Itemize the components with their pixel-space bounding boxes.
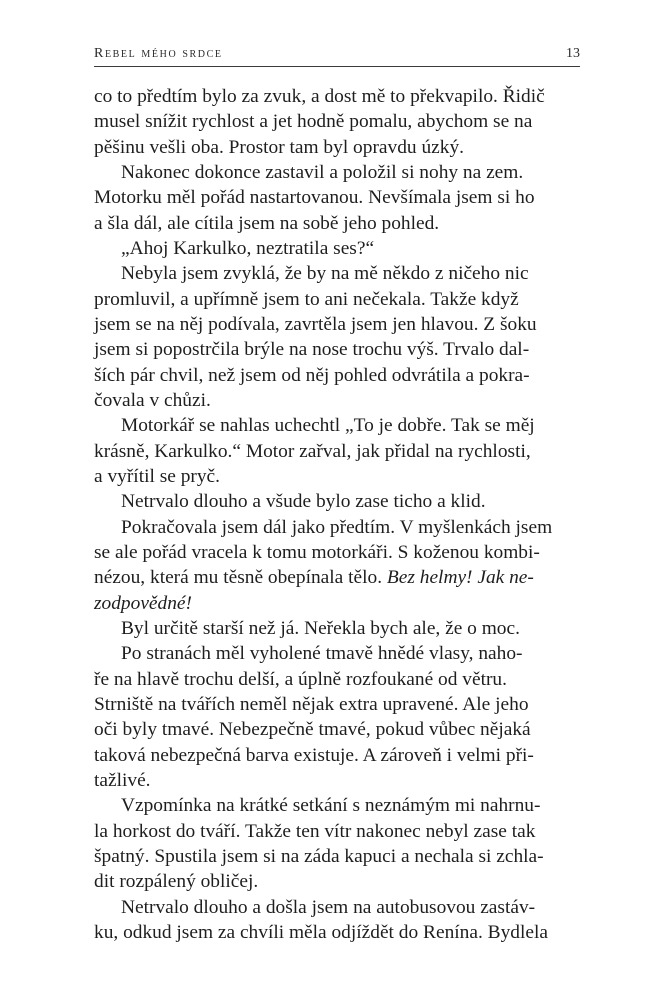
italic-text: Bez helmy! Jak ne- — [386, 567, 534, 589]
page-number: 13 — [566, 46, 580, 61]
text-line: co to předtím bylo za zvuk, a dost mě to překvapilo. Řidič — [94, 86, 545, 107]
text-line: Pokračovala jsem dál jako předtím. V myšlenkách jsem — [121, 516, 553, 538]
text-line: špatný. Spustila jsem si na záda kapuci a nechala si zchla- — [94, 845, 544, 867]
text-line: Byl určitě starší než já. Neřekla bych ale, že o moc. — [121, 617, 520, 639]
text-line: se ale pořád vracela k tomu motorkáři. S koženou kombi- — [94, 541, 540, 563]
text-line: nézou, která mu těsně obepínala tělo. Bez helmy! Jak ne- — [94, 567, 534, 589]
text-line: Strniště na tvářích neměl nějak extra upravené. Ale jeho — [94, 693, 529, 715]
text-line: čovala v chůzi. — [94, 389, 211, 411]
running-header — [94, 44, 580, 67]
text-line: pěšinu vešli oba. Prostor tam byl opravdu úzký. — [94, 136, 464, 158]
text-line: Netrvalo dlouho a všude bylo zase ticho a klid. — [121, 491, 486, 513]
text-line: „Ahoj Karkulko, neztratila ses?“ — [121, 237, 375, 259]
text-line: Motorkář se nahlas uchechtl „To je dobře. Tak se měj — [121, 415, 535, 437]
text-line: Netrvalo dlouho a došla jsem na autobusovou zastáv- — [121, 896, 536, 918]
text-line: Vzpomínka na krátké setkání s neznámým mi nahrnu- — [121, 795, 541, 817]
text-line: a šla dál, ale cítila jsem na sobě jeho pohled. — [94, 212, 440, 234]
text-line: ších pár chvil, než jsem od něj pohled odvrátila a pokra- — [94, 364, 530, 386]
text-line — [94, 591, 580, 616]
text-line: musel snížit rychlost a jet hodně pomalu, abychom se na — [94, 111, 533, 133]
text-line: oči byly tmavé. Nebezpečně tmavé, pokud vůbec nějaká — [94, 719, 531, 741]
body-text — [94, 84, 580, 945]
text-line: Motorku měl pořád nastartovanou. Nevšímala jsem si ho — [94, 187, 535, 209]
text-line: a vyřítil se pryč. — [94, 465, 221, 487]
text-line: krásně, Karkulko.“ Motor zařval, jak přidal na rychlosti, — [94, 440, 531, 462]
text-line: jsem si popostrčila brýle na nose trochu výš. Trvalo dal- — [94, 339, 530, 361]
text-line: tažlivé. — [94, 769, 151, 791]
text-line: jsem se na něj podívala, zavrtěla jsem jen hlavou. Z šoku — [94, 313, 537, 335]
text-line: ře na hlavě trochu delší, a úplně rozfoukané od větru. — [94, 668, 507, 690]
text-line: la horkost do tváří. Takže ten vítr nakonec nebyl zase tak — [94, 820, 536, 842]
text-line: Nakonec dokonce zastavil a položil si nohy na zem. — [121, 161, 524, 183]
text-line: dit rozpálený obličej. — [94, 871, 259, 893]
text-line: Po stranách měl vyholené tmavě hnědé vlasy, naho- — [121, 643, 523, 665]
book-title: Rebel mého srdce — [94, 46, 223, 61]
text-line: promluvil, a upřímně jsem to ani nečekala. Takže když — [94, 288, 519, 310]
text-line: taková nebezpečná barva existuje. A zároveň i velmi při- — [94, 744, 534, 766]
text-line: Nebyla jsem zvyklá, že by na mě někdo z ničeho nic — [121, 263, 529, 285]
italic-text: zodpovědné! — [94, 592, 192, 614]
text-line: ku, odkud jsem za chvíli měla odjíždět do Renína. Bydlela — [94, 921, 548, 943]
